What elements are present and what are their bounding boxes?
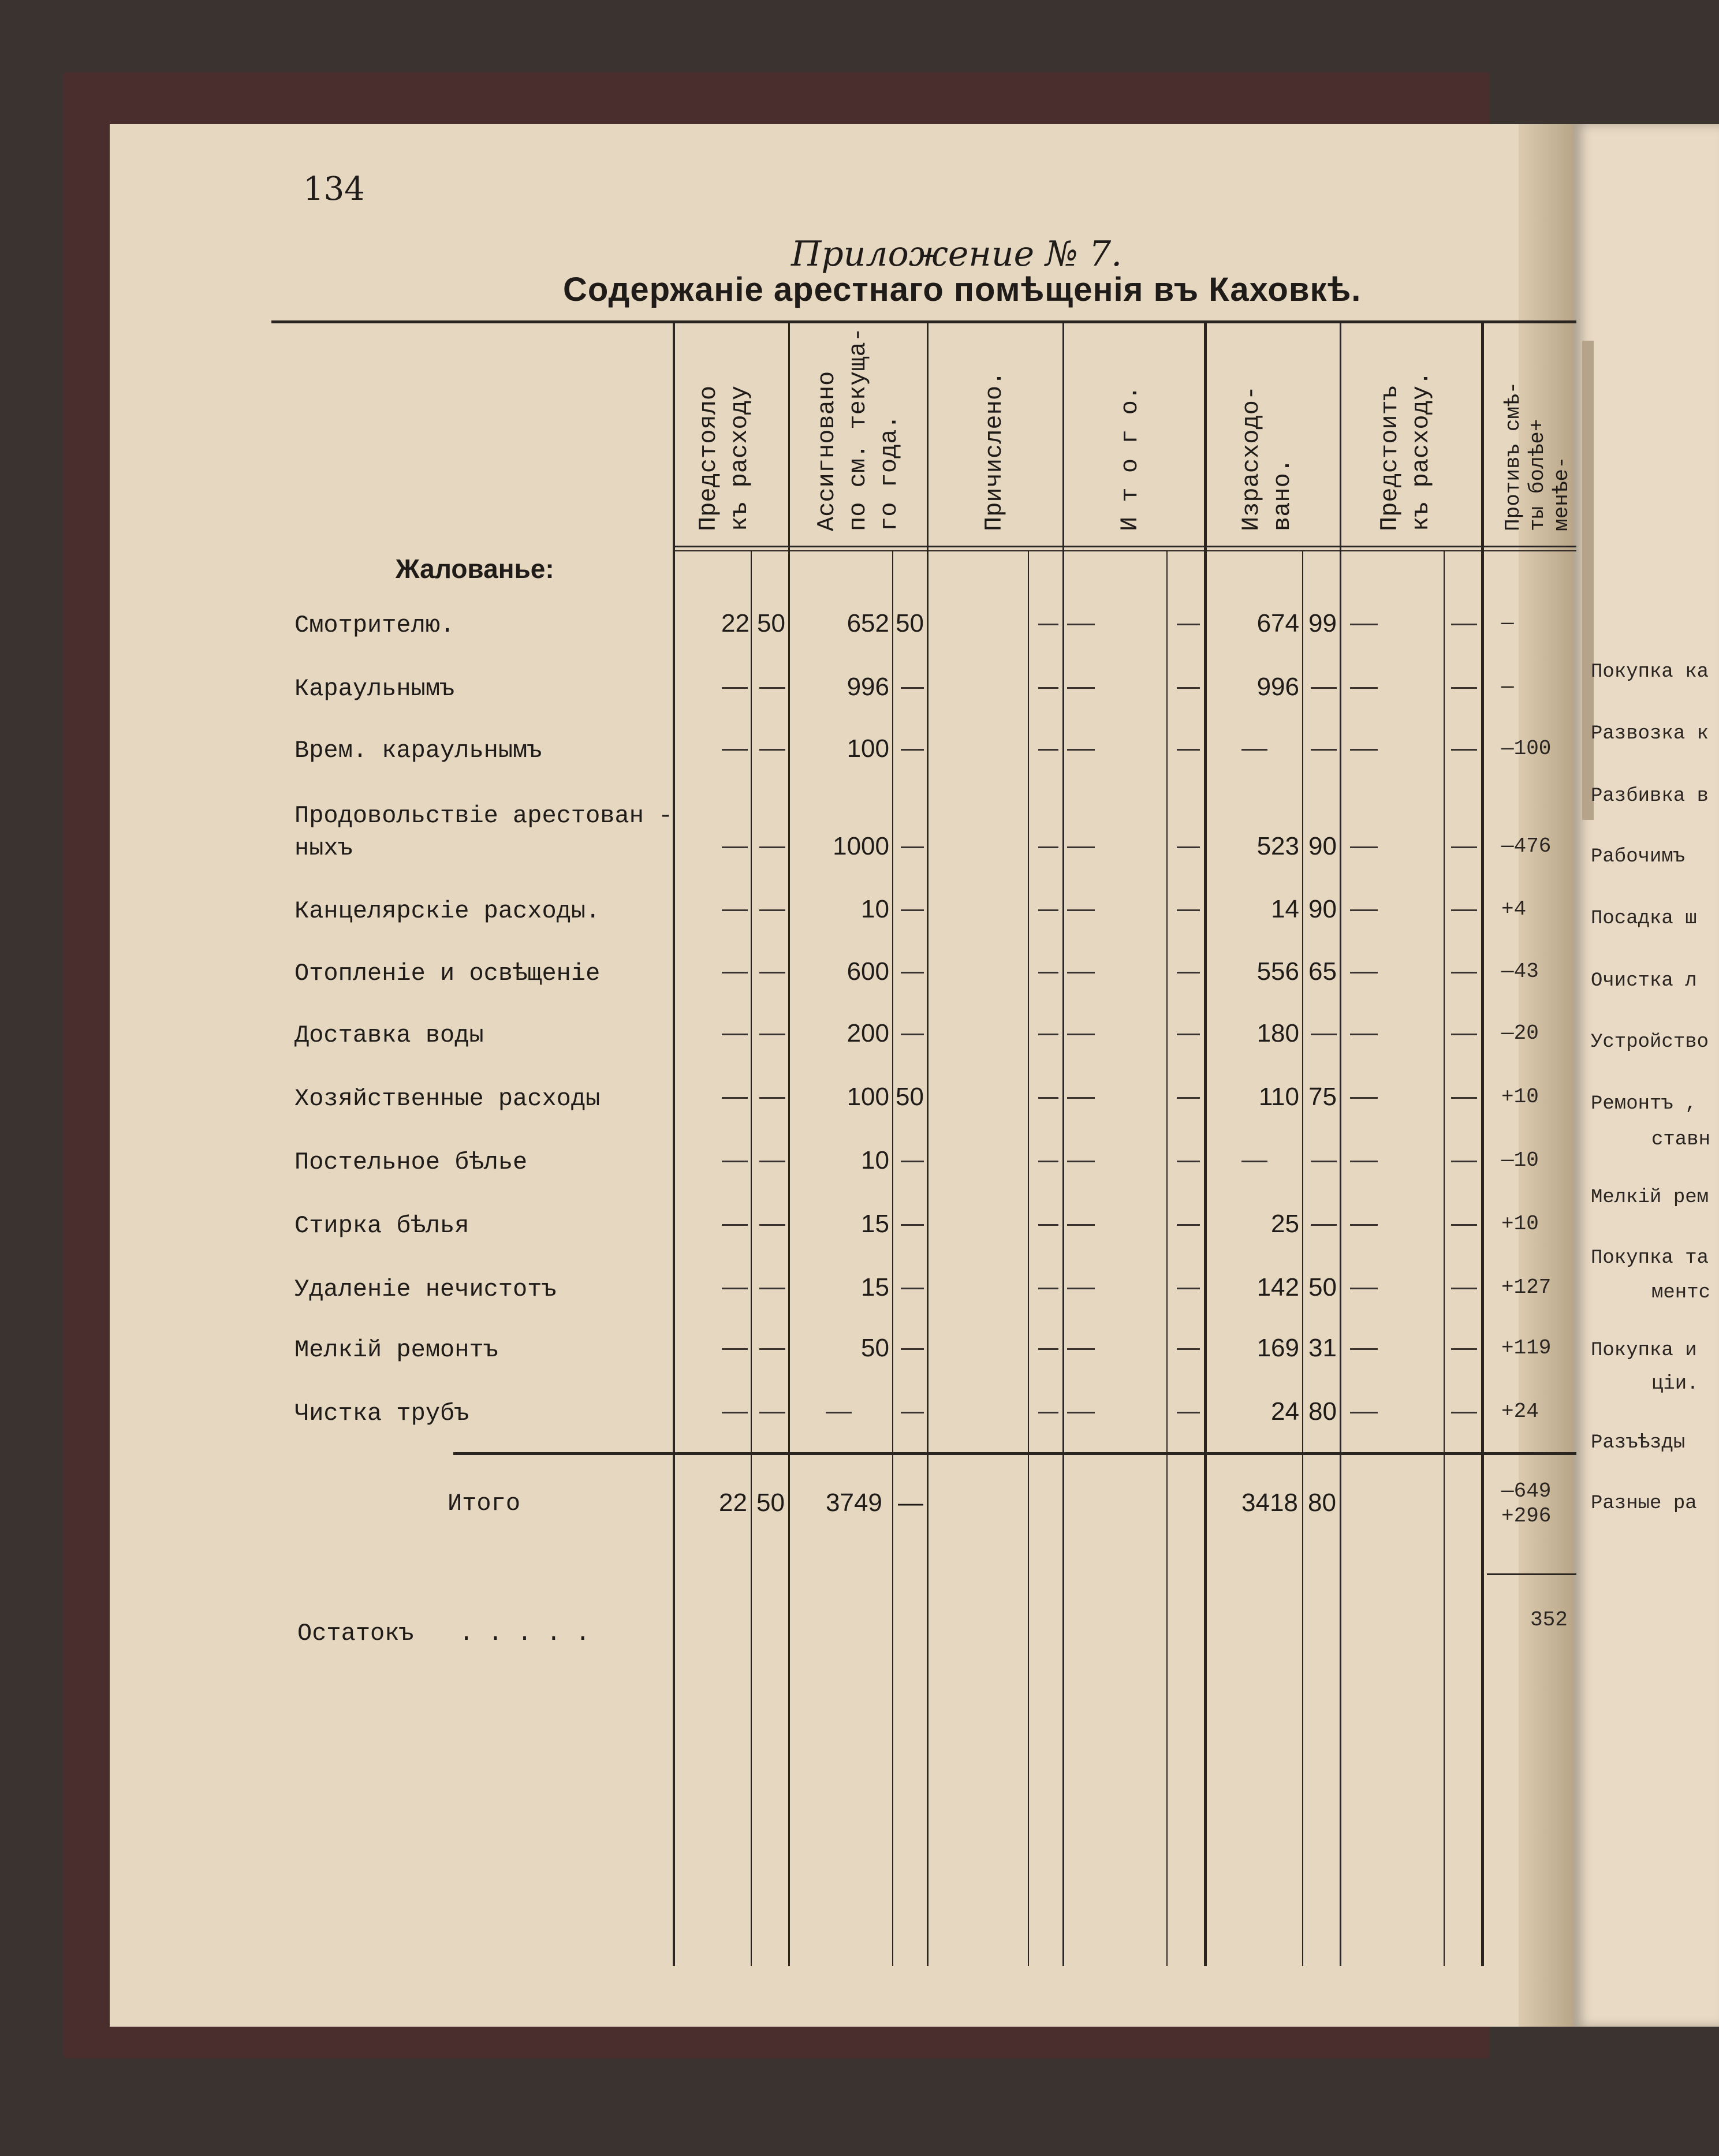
- cell-c2a: 100: [847, 734, 889, 763]
- empty-dash: [722, 909, 748, 911]
- row-label: Мелкій ремонтъ: [294, 1336, 498, 1364]
- empty-dash: [1038, 624, 1058, 625]
- cell-variance: —100: [1501, 737, 1552, 760]
- empty-dash: [759, 687, 785, 689]
- empty-dash: [759, 1034, 785, 1035]
- empty-dash: [1451, 749, 1477, 751]
- row-label: Врем. караульнымъ: [294, 737, 542, 764]
- header-variance: Противъ смѣ- ты болѣе+ менѣе-: [1501, 381, 1573, 531]
- empty-dash: [1451, 1034, 1477, 1035]
- total-variance-plus: +296: [1501, 1504, 1552, 1528]
- empty-dash: [1350, 1034, 1378, 1035]
- cell-c2a: 15: [861, 1210, 889, 1238]
- header-spent: Израсходо- вано.: [1237, 385, 1296, 531]
- empty-dash: [1038, 1097, 1058, 1099]
- empty-dash: [1311, 687, 1337, 689]
- cell-c5a: 25: [1271, 1210, 1299, 1238]
- cell-variance: —10: [1501, 1148, 1539, 1172]
- cell-c5a: 674: [1256, 609, 1299, 637]
- row-label: Стирка бѣлья: [294, 1212, 469, 1240]
- header-total: И т о г о.: [1116, 385, 1144, 531]
- right-page-shadow: [1582, 341, 1594, 820]
- cell-variance: —20: [1501, 1021, 1539, 1045]
- empty-dash: [1177, 846, 1200, 848]
- empty-dash: [901, 1412, 924, 1413]
- empty-dash: [1067, 1288, 1095, 1289]
- total-c2b: —: [898, 1489, 923, 1517]
- appendix-title: Приложение № 7.: [791, 234, 1123, 274]
- empty-dash: [1350, 1348, 1378, 1350]
- col-divider-5: [1340, 320, 1341, 1966]
- header-remaining: Предстоитъ къ расходу.: [1376, 371, 1435, 531]
- empty-dash: [1067, 1412, 1095, 1413]
- empty-dash: [901, 1161, 924, 1162]
- empty-dash: [1311, 1034, 1337, 1035]
- cell-c5b: 31: [1308, 1334, 1337, 1362]
- header-bottom-rule: [673, 546, 1576, 547]
- row-label: Доставка воды: [294, 1021, 484, 1049]
- remainder-value: 352: [1530, 1608, 1568, 1632]
- empty-dash: [1177, 1224, 1200, 1226]
- right-page-line: Разные ра: [1591, 1493, 1697, 1515]
- cell-c2a: 600: [847, 957, 889, 986]
- empty-dash: [901, 972, 924, 973]
- empty-dash: [759, 1288, 785, 1289]
- cell-c5a: 110: [1258, 1083, 1299, 1111]
- empty-dash: [759, 1412, 785, 1413]
- right-page: [1573, 124, 1719, 2027]
- right-page-line: Устройство: [1591, 1031, 1709, 1053]
- cell-c5b: 65: [1308, 957, 1337, 986]
- cell-c5a: 523: [1256, 832, 1299, 860]
- row-label: Караульнымъ: [294, 675, 455, 703]
- cell-c5a: 142: [1256, 1273, 1299, 1301]
- header-planned: Предстояло къ расходу: [695, 385, 754, 531]
- empty-dash: [901, 1034, 924, 1035]
- empty-dash: [1350, 687, 1378, 689]
- empty-dash: [1067, 846, 1095, 848]
- empty-dash: [759, 1348, 785, 1350]
- empty-dash: [759, 1224, 785, 1226]
- empty-dash: [901, 1224, 924, 1226]
- empty-dash: [1067, 1348, 1095, 1350]
- empty-dash: [901, 909, 924, 911]
- empty-dash: [722, 1412, 748, 1413]
- cell-c5a: 180: [1256, 1019, 1299, 1047]
- empty-dash: [1038, 749, 1058, 751]
- empty-dash: [1067, 1097, 1095, 1099]
- cell-variance: —: [1501, 675, 1514, 699]
- right-page-line: Посадка ш: [1591, 908, 1697, 930]
- empty-dash: [1451, 1224, 1477, 1226]
- empty-dash: [1177, 1348, 1200, 1350]
- empty-dash: [1067, 749, 1095, 751]
- header-added: Причислено.: [980, 371, 1008, 531]
- empty-dash: [1067, 687, 1095, 689]
- empty-dash: [1451, 687, 1477, 689]
- cell-c2a: 100: [847, 1083, 889, 1111]
- col-divider-3: [1062, 320, 1064, 1966]
- empty-dash: [1350, 624, 1378, 625]
- empty-dash: [722, 749, 748, 751]
- empty-dash: [722, 1097, 748, 1099]
- empty-dash: [722, 972, 748, 973]
- col3-kop-line: [1028, 551, 1029, 1966]
- cell-c2a: 10: [861, 895, 889, 923]
- empty-dash: [1451, 846, 1477, 848]
- cell-c5a: 556: [1256, 957, 1299, 986]
- empty-dash: [1451, 972, 1477, 973]
- col6-kop-line: [1444, 551, 1445, 1966]
- right-page-line: Разъѣзды: [1591, 1432, 1686, 1454]
- total-c1b: 50: [756, 1489, 785, 1517]
- empty-dash: [1177, 624, 1200, 625]
- empty-dash: [1067, 1034, 1095, 1035]
- col-divider-2: [927, 320, 929, 1966]
- total-rule: [453, 1452, 1576, 1455]
- empty-dash: [1038, 1224, 1058, 1226]
- empty-dash: [1177, 1097, 1200, 1099]
- empty-dash: [901, 749, 924, 751]
- row-label: Отопленіе и освѣщеніе: [294, 960, 601, 987]
- cell-variance: +24: [1501, 1400, 1539, 1423]
- total-c2a: 3749: [826, 1489, 882, 1517]
- cell-c2a: 15: [861, 1273, 889, 1301]
- empty-dash: [759, 846, 785, 848]
- cell-c1b: 50: [757, 609, 785, 637]
- page-number: 134: [303, 170, 365, 208]
- empty-dash: [1350, 1224, 1378, 1226]
- cell-c2a: 1000: [833, 832, 889, 860]
- empty-dash: [1067, 909, 1095, 911]
- empty-dash: [1067, 972, 1095, 973]
- cell-variance: +127: [1501, 1275, 1552, 1299]
- empty-dash: [1067, 1224, 1095, 1226]
- cell-c2a: 996: [847, 673, 889, 701]
- cell-c5b: 90: [1308, 895, 1337, 923]
- cell-c5b: 75: [1308, 1083, 1337, 1111]
- right-page-line: ціи.: [1651, 1373, 1699, 1395]
- empty-dash: [901, 1348, 924, 1350]
- table-top-rule: [271, 320, 1576, 323]
- empty-dash: [1038, 846, 1058, 848]
- right-page-line: Разбивка в: [1591, 785, 1709, 807]
- empty-dash: [1451, 1288, 1477, 1289]
- empty-dash: [722, 846, 748, 848]
- col1-kop-line: [751, 551, 752, 1966]
- empty-dash: [901, 846, 924, 848]
- header-assigned: Ассигновано по см. текуща- го года.: [813, 327, 903, 531]
- empty-dash: [722, 1224, 748, 1226]
- empty-dash: [759, 1161, 785, 1162]
- cell-c2b: 50: [896, 1083, 924, 1111]
- cell-c5a: 14: [1271, 895, 1299, 923]
- empty-dash: [1038, 1348, 1058, 1350]
- empty-dash: [759, 972, 785, 973]
- empty-dash: [1038, 1288, 1058, 1289]
- cell-c5b: 99: [1308, 609, 1337, 637]
- cell-c2a: 200: [847, 1019, 889, 1047]
- empty-dash: [901, 687, 924, 689]
- row-label: Смотрителю.: [294, 611, 455, 639]
- cell-c2a: 652: [847, 609, 889, 637]
- empty-dash: [1311, 749, 1337, 751]
- cell-c5a: 996: [1256, 673, 1299, 701]
- empty-dash: [722, 1034, 748, 1035]
- col-divider-1: [788, 320, 790, 1966]
- empty-dash: [1350, 1412, 1378, 1413]
- right-page-line: Покупка и: [1591, 1340, 1697, 1362]
- empty-dash: [1350, 846, 1378, 848]
- empty-dash: [1067, 1161, 1095, 1162]
- right-page-line: Покупка та: [1591, 1247, 1709, 1269]
- empty-dash: [722, 1288, 748, 1289]
- empty-dash: [1177, 1161, 1200, 1162]
- empty-dash: [759, 1097, 785, 1099]
- empty-dash: [722, 687, 748, 689]
- empty-dash: [1177, 1288, 1200, 1289]
- cell-c5b: 90: [1308, 832, 1337, 860]
- row-label: Постельное бѣлье: [294, 1148, 528, 1176]
- cell-variance: +10: [1501, 1085, 1539, 1109]
- col4-kop-line: [1166, 551, 1168, 1966]
- empty-dash: [1038, 909, 1058, 911]
- cell-c5b: 80: [1308, 1397, 1337, 1426]
- empty-dash: [1451, 1097, 1477, 1099]
- empty-dash: [1451, 624, 1477, 625]
- document-title: Содержаніе арестнаго помѣщенія въ Каховкѣ.: [563, 271, 1362, 308]
- row-label: Хозяйственные расходы: [294, 1085, 601, 1113]
- empty-dash: [1038, 1412, 1058, 1413]
- right-page-line: Развозка к: [1591, 723, 1709, 745]
- cell-c2a: 50: [861, 1334, 889, 1362]
- empty-dash: [1350, 909, 1378, 911]
- empty-dash: [722, 1161, 748, 1162]
- cell-c5a: 169: [1256, 1334, 1299, 1362]
- empty-dash: [1067, 624, 1095, 625]
- row-label: Чистка трубъ: [294, 1400, 469, 1427]
- col5-kop-line: [1302, 551, 1303, 1966]
- total-c1a: 22: [719, 1489, 747, 1517]
- cell-c5b: 50: [1308, 1273, 1337, 1301]
- empty-dash: [1241, 1161, 1267, 1162]
- empty-dash: [1241, 749, 1267, 751]
- empty-dash: [1177, 909, 1200, 911]
- empty-dash: [826, 1412, 852, 1413]
- total-c5a: 3418: [1241, 1489, 1298, 1517]
- empty-dash: [1038, 972, 1058, 973]
- empty-dash: [1451, 1161, 1477, 1162]
- cell-c2a: 10: [861, 1146, 889, 1174]
- right-page-line: ментс: [1651, 1282, 1711, 1304]
- empty-dash: [1451, 1412, 1477, 1413]
- cell-c2b: 50: [896, 609, 924, 637]
- remainder-label: Остатокъ: [297, 1620, 414, 1647]
- header-bottom-rule-2: [673, 550, 1576, 551]
- empty-dash: [1350, 972, 1378, 973]
- empty-dash: [722, 1348, 748, 1350]
- row-label: Продовольствіе арестован - ныхъ: [294, 802, 673, 862]
- cell-variance: —: [1501, 611, 1514, 635]
- cell-variance: —476: [1501, 834, 1552, 858]
- cell-variance: +119: [1501, 1336, 1552, 1360]
- empty-dash: [1350, 1288, 1378, 1289]
- empty-dash: [1350, 1097, 1378, 1099]
- empty-dash: [1038, 1161, 1058, 1162]
- empty-dash: [759, 909, 785, 911]
- empty-dash: [1177, 972, 1200, 973]
- right-page-line: Ремонтъ ,: [1591, 1093, 1697, 1115]
- empty-dash: [759, 749, 785, 751]
- empty-dash: [1350, 749, 1378, 751]
- cell-c1a: 22: [721, 609, 750, 637]
- right-page-line: Рабочимъ: [1591, 846, 1686, 868]
- empty-dash: [1311, 1161, 1337, 1162]
- right-page-line: ставн: [1651, 1129, 1711, 1151]
- empty-dash: [1350, 1161, 1378, 1162]
- cell-variance: —43: [1501, 960, 1539, 983]
- section-heading: Жалованье:: [396, 554, 554, 584]
- empty-dash: [901, 1288, 924, 1289]
- total-label: Итого: [448, 1490, 521, 1517]
- total-c5b: 80: [1308, 1489, 1336, 1517]
- row-label: Удаленіе нечистотъ: [294, 1275, 557, 1303]
- empty-dash: [1311, 1224, 1337, 1226]
- cell-variance: +10: [1501, 1212, 1539, 1236]
- remainder-leader: . . . . .: [459, 1620, 590, 1647]
- col-divider-6: [1481, 320, 1484, 1966]
- empty-dash: [1177, 687, 1200, 689]
- empty-dash: [1177, 1034, 1200, 1035]
- empty-dash: [1451, 1348, 1477, 1350]
- empty-dash: [1038, 687, 1058, 689]
- empty-dash: [1177, 1412, 1200, 1413]
- variance-sum-rule: [1487, 1573, 1576, 1575]
- empty-dash: [1451, 909, 1477, 911]
- col-divider-4: [1204, 320, 1207, 1966]
- total-variance-minus: —649: [1501, 1479, 1552, 1503]
- row-label: Канцелярскіе расходы.: [294, 897, 601, 925]
- col2-kop-line: [892, 551, 893, 1966]
- right-page-line: Покупка ка: [1591, 661, 1709, 683]
- empty-dash: [1038, 1034, 1058, 1035]
- right-page-line: Очистка л: [1591, 970, 1697, 992]
- cell-c5a: 24: [1271, 1397, 1299, 1426]
- empty-dash: [1177, 749, 1200, 751]
- col-divider-label: [673, 320, 675, 1966]
- right-page-line: Мелкій рем: [1591, 1187, 1709, 1208]
- cell-variance: +4: [1501, 897, 1527, 921]
